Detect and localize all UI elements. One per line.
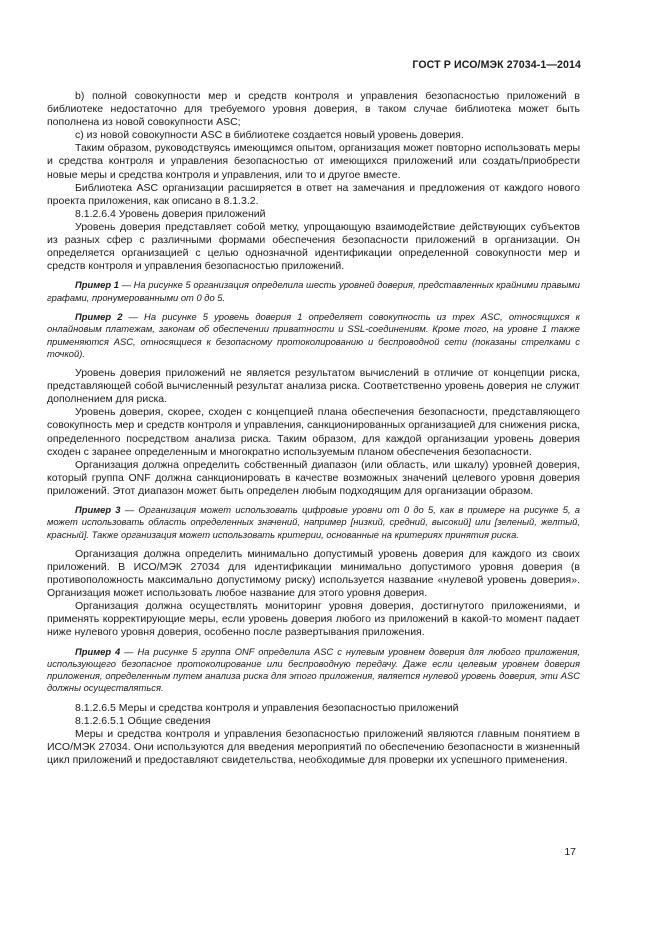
body-paragraph: Организация должна осуществлять мониторинг уровня доверия, достигнутого приложениями, и применять корректирующие меры, если уровень доверия любого из приложений в какой-то момент падает ниже нулевого уровня доверия, особенно после развертывания приложения. (47, 600, 580, 639)
example-label: Пример 1 (75, 279, 119, 291)
body-paragraph: Уровень доверия, скорее, сходен с концепцией плана обеспечения безопасности, представляющего совокупность мер и средств контроля и управления, санкционированных организацией для снижения риска, определенного посредством анализа риска. Таким образом, для каждой организации уровень доверия сходен с заранее определенным и многократно используемым планом обеспечения безопасности. (47, 406, 580, 458)
example-text: — На рисунке 5 группа ONF определила ASC с нулевым уровнем доверия для любого приложения, использующего безопасное протоколирование или беспроводную передачу. Даже если целевым уровнем доверия приложения, определенным путем анализа риска для этого приложения, является нулевой уровень доверия, эти ASC должны осуществляться. (47, 645, 580, 694)
page-number: 17 (564, 846, 576, 858)
example-note (47, 311, 580, 360)
body-paragraph: Организация должна определить минимально допустимый уровень доверия для каждого из своих приложений. В ИСО/МЭК 27034 для идентификации минимально допустимого уровня доверия (в противоположность максимально допустимому риску) используется название «нулевой уровень доверия». Организация может использовать любое название для этого уровня доверия. (47, 547, 580, 600)
example-note (47, 504, 580, 541)
example-note (47, 279, 580, 304)
example-text: — На рисунке 5 организация определила шесть уровней доверия, представленных крайними правыми графами, пронумерованными от 0 до 5. (47, 279, 580, 303)
body-paragraph: Таким образом, руководствуясь имеющимся опытом, организация может повторно использовать меры и средства контроля и управления безопасностью от имеющихся приложений или создать/приобрести новые меры и средства контроля и управления, или то и другое вместе. (47, 142, 580, 181)
body-paragraph: Организация должна определить собственный диапазон (или область, или шкалу) уровней доверия, который группа ONF должна санкционировать в качестве возможных значений целевого уровня доверия приложений. Этот диапазон может быть определен любым подходящим для организации образом. (47, 458, 580, 497)
example-note (47, 646, 580, 695)
body-paragraph: Уровень доверия представляет собой метку, упрощающую взаимодействие действующих субъектов из разных сфер с различными формами обеспечения безопасности приложений в организации. Он определяется организацией с целью однозначной идентификации определенной совокупности мер и средств контроля и управления безопасностью приложений. (47, 220, 580, 273)
standard-header: ГОСТ Р ИСО/МЭК 27034-1—2014 (412, 59, 581, 71)
body-paragraph: 8.1.2.6.5 Меры и средства контроля и управления безопасностью приложений (75, 701, 459, 714)
document-body (47, 90, 580, 767)
example-text: — Организация может использовать цифровые уровни от 0 до 5, как в примере на рисунке 5, а может использовать область определенных значений, например [низкий, средний, высокий] или [зеленый, желтый, красный]. Также организация может использовать критерии, основанные на критериях принятия риска. (47, 504, 581, 540)
example-label: Пример 3 (75, 504, 121, 516)
body-paragraph: Уровень доверия приложений не является результатом вычислений в отличие от концепции риска, представляющей собой вычисленный результат анализа риска. Соответственно уровень доверия не служит дополнением для риска. (47, 367, 580, 406)
example-text: — На рисунке 5 уровень доверия 1 определяет совокупность из трех ASC, относящихся к онлайновым платежам, законам об обеспечении приватности и SSL-соединениям. Кроме того, на уровне 1 также применяются ASC, относящиеся к безопасному протоколированию и беспроводной сети (показаны стрелками с точкой). (47, 310, 581, 359)
body-paragraph: 8.1.2.6.4 Уровень доверия приложений (75, 207, 266, 220)
body-paragraph: b) полной совокупности мер и средств контроля и управления безопасностью приложений в библиотеке недостаточно для требуемого уровня доверия, в таком случае библиотека может быть пополнена из новой совокупности ASC; (47, 90, 580, 129)
body-paragraph: Библиотека ASC организации расширяется в ответ на замечания и предложения от каждого нового проекта приложения, как описано в 8.1.3.2. (47, 181, 580, 207)
body-paragraph: 8.1.2.6.5.1 Общие сведения (75, 714, 211, 727)
example-label: Пример 2 (75, 310, 123, 322)
body-paragraph: c) из новой совокупности ASC в библиотеке создается новый уровень доверия. (75, 129, 464, 142)
example-label: Пример 4 (75, 645, 121, 657)
body-paragraph: Меры и средства контроля и управления безопасностью приложений являются главным понятием в ИСО/МЭК 27034. Они используются для введения мероприятий по обеспечению безопасности в жизненный цикл приложений и предоставляют свидетельства, необходимые для проверки их успешного применения. (47, 727, 580, 767)
